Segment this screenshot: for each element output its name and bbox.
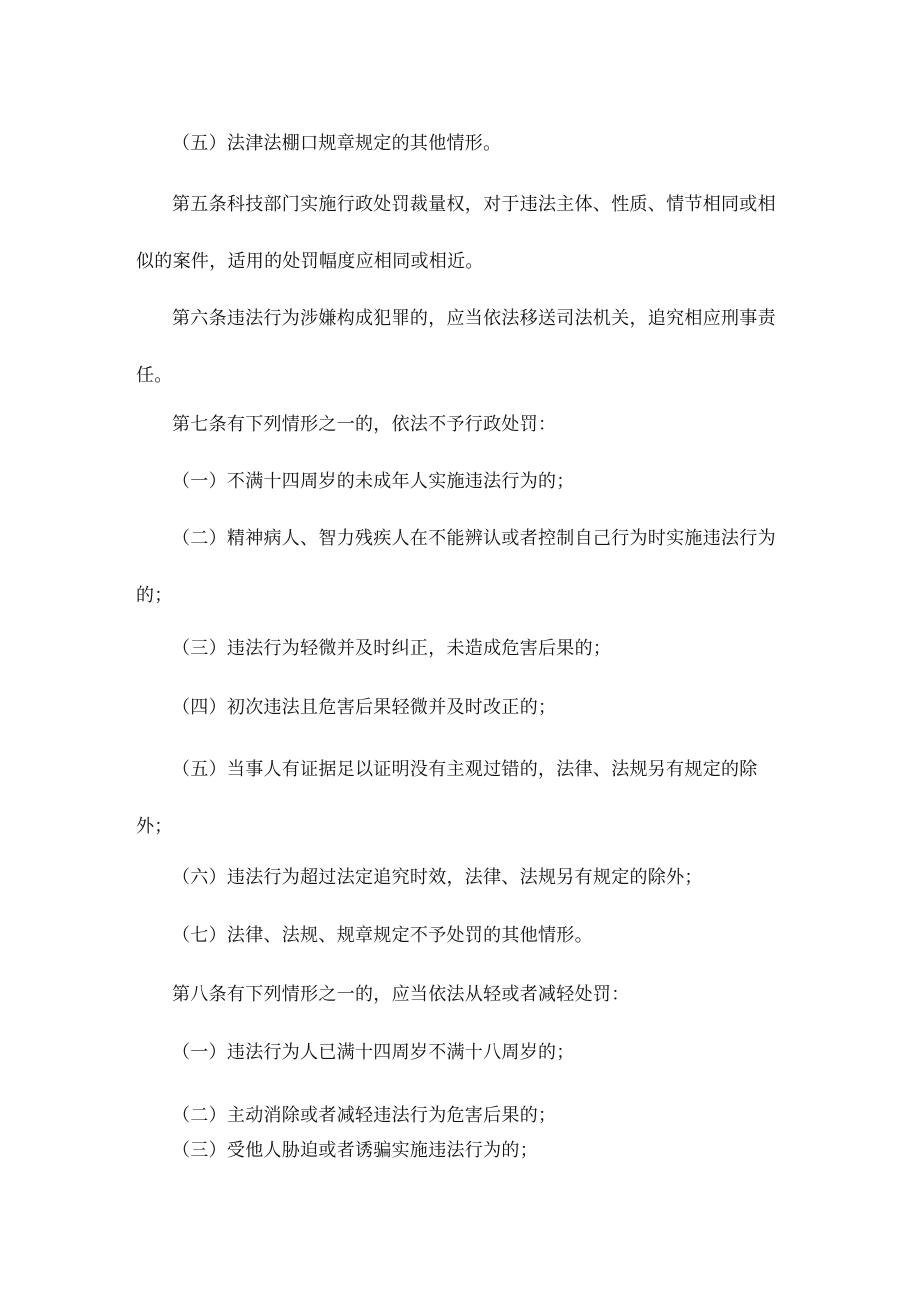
paragraph-article-7-item-1: （一）不满十四周岁的未成年人实施违法行为的；: [172, 471, 575, 492]
paragraph-article-7-item-6: （六）违法行为超过法定追究时效，法律、法规另有规定的除外；: [172, 867, 703, 888]
paragraph-item-5-other-circumstances: （五）法津法棚口规章规定的其他情形。: [172, 133, 502, 154]
paragraph-article-7-item-3: （三）违法行为轻微并及时纠正，未造成危害后果的；: [172, 638, 612, 659]
paragraph-article-5: 第五条科技部门实施行政处罚裁量权，对于违法主体、性质、情节相同或相似的案件，适用的处罚幅度应相同或相近。: [136, 194, 776, 272]
paragraph-article-7-item-4: （四）初次违法且危害后果轻微并及时改正的；: [172, 697, 557, 718]
paragraph-article-8: 第八条有下列情形之一的，应当依法从轻或者减轻处罚：: [172, 984, 630, 1005]
paragraph-article-7: 第七条有下列情形之一的，依法不予行政处罚：: [172, 414, 557, 435]
paragraph-article-8-item-3: （三）受他人胁迫或者诱骗实施违法行为的；: [172, 1140, 538, 1161]
paragraph-article-8-item-1: （一）违法行为人已满十四周岁不满十八周岁的；: [172, 1042, 575, 1063]
paragraph-article-7-item-7: （七）法律、法规、规章规定不予处罚的其他情形。: [172, 925, 593, 946]
paragraph-article-7-item-2: （二）精神病人、智力残疾人在不能辨认或者控制自己行为时实施违法行为的；: [136, 528, 776, 606]
paragraph-article-8-item-2: （二）主动消除或者减轻违法行为危害后果的；: [172, 1105, 557, 1126]
paragraph-article-7-item-5: （五）当事人有证据足以证明没有主观过错的，法律、法规另有规定的除外；: [136, 759, 758, 837]
paragraph-article-6: 第六条违法行为涉嫌构成犯罪的，应当依法移送司法机关，追究相应刑事责任。: [136, 308, 776, 386]
